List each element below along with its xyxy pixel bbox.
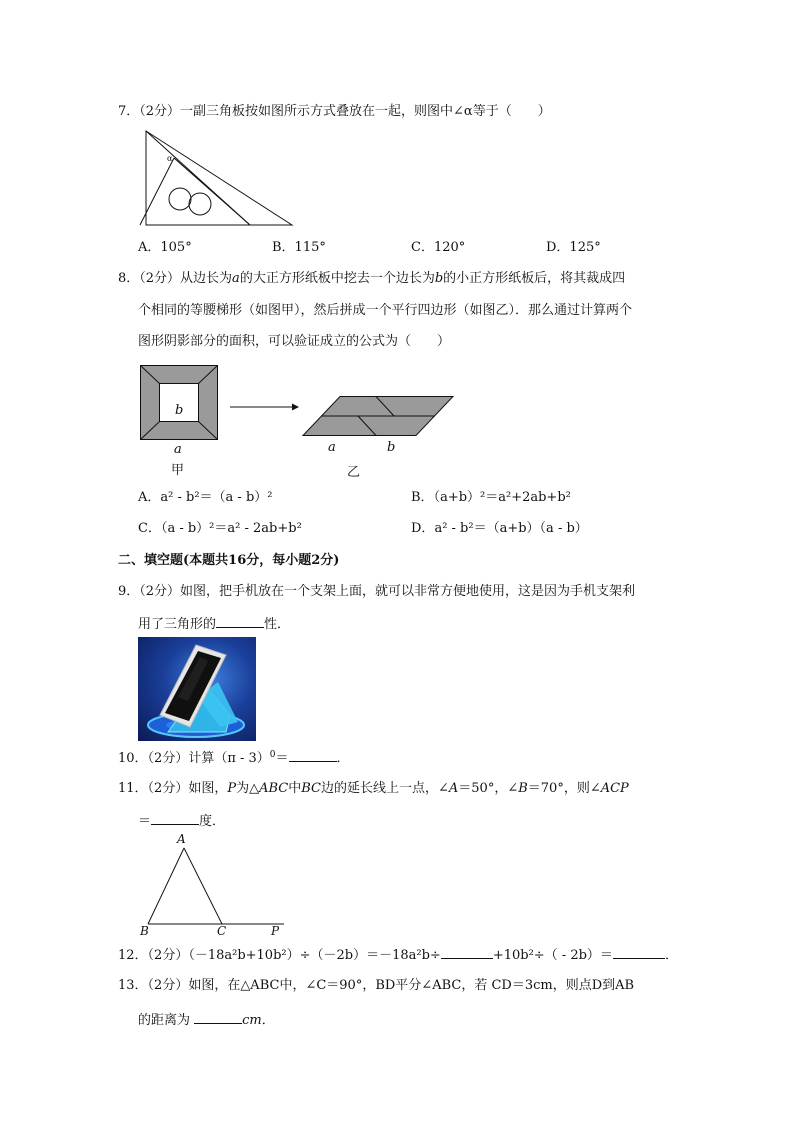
- q9-phone-stand-photo: [138, 637, 256, 741]
- q11-triangle-figure: [146, 846, 286, 926]
- q11-answer-blank[interactable]: [151, 811, 199, 825]
- q8-jia-b-label: b: [175, 403, 184, 418]
- q12-answer-blank-1[interactable]: [441, 945, 493, 959]
- q11-label-a: A: [177, 832, 186, 846]
- q13-stem-line2: 的距离为 cm．: [138, 1010, 275, 1030]
- q8-jia-caption: 甲: [171, 463, 185, 478]
- q8-option-a: A．a² - b²＝（a - b）²: [138, 490, 273, 505]
- q8-arrow: [230, 402, 300, 412]
- q7-option-c: C．120°: [411, 240, 466, 255]
- q7-stem: 7．（2分）一副三角板按如图所示方式叠放在一起，则图中∠α等于（ ）: [118, 104, 551, 119]
- q7-alpha-label: α: [167, 154, 173, 163]
- q11-label-c: C: [217, 924, 227, 938]
- q11-label-p: P: [271, 924, 280, 938]
- q8-option-d: D．a² - b²＝（a+b）（a - b）: [411, 521, 588, 536]
- q8-jia-a-label: a: [174, 442, 182, 457]
- q11-stem-line2: ＝ 度．: [138, 811, 225, 831]
- section-heading-fill-in: 二、填空题(本题共16分，每小题2分): [118, 553, 340, 568]
- q8-yi-b-label: b: [387, 440, 396, 455]
- q13-stem-line1: 13．（2分）如图，在△ABC中，∠C＝90°，BD平分∠ABC，若 CD＝3cm，则点D到AB: [118, 978, 635, 993]
- q13-answer-blank[interactable]: [194, 1010, 242, 1024]
- q8-option-c: C．（a - b）²＝a² - 2ab+b²: [138, 521, 302, 536]
- q8-yi-caption: 乙: [347, 465, 361, 480]
- q8-option-b: B．（a+b）²＝a²+2ab+b²: [411, 490, 571, 505]
- q7-option-d: D．125°: [546, 240, 601, 255]
- q8-stem-line1: 8．（2分）从边长为a的大正方形纸板中挖去一个边长为b的小正方形纸板后，将其裁成四: [118, 271, 626, 286]
- q7-figure: [136, 128, 296, 228]
- q11-label-b: B: [140, 924, 149, 938]
- q8-stem-line2: 个相同的等腰梯形（如图甲），然后拼成一个平行四边形（如图乙）．那么通过计算两个: [138, 303, 633, 318]
- q10-answer-blank[interactable]: [289, 748, 337, 762]
- q7-option-b: B．115°: [272, 240, 326, 255]
- q8-figure-yi: [302, 396, 454, 436]
- q8-yi-a-label: a: [328, 440, 336, 455]
- q11-stem-line1: 11．（2分）如图，P为△ABC中BC边的延长线上一点，∠A＝50°，∠B＝70°，则∠ACP: [118, 781, 629, 796]
- q8-stem-line3: 图形阴影部分的面积，可以验证成立的公式为（ ）: [138, 334, 451, 349]
- q7-option-a: A．105°: [138, 240, 192, 255]
- q10-stem: 10．（2分）计算（π - 3）$^0$＝ ．: [118, 750, 350, 766]
- q12-answer-blank-2[interactable]: [613, 945, 665, 959]
- q9-stem-line2: 用了三角形的 性．: [138, 614, 290, 634]
- q9-stem-line1: 9．（2分）如图，把手机放在一个支架上面，就可以非常方便地使用，这是因为手机支架利: [118, 584, 636, 599]
- q12-stem: 12．（2分）（－18a²b+10b²）÷（－2b）＝－18a²b÷ +10b²÷（ - 2b）＝ ．: [118, 945, 678, 965]
- q9-answer-blank[interactable]: [216, 614, 264, 628]
